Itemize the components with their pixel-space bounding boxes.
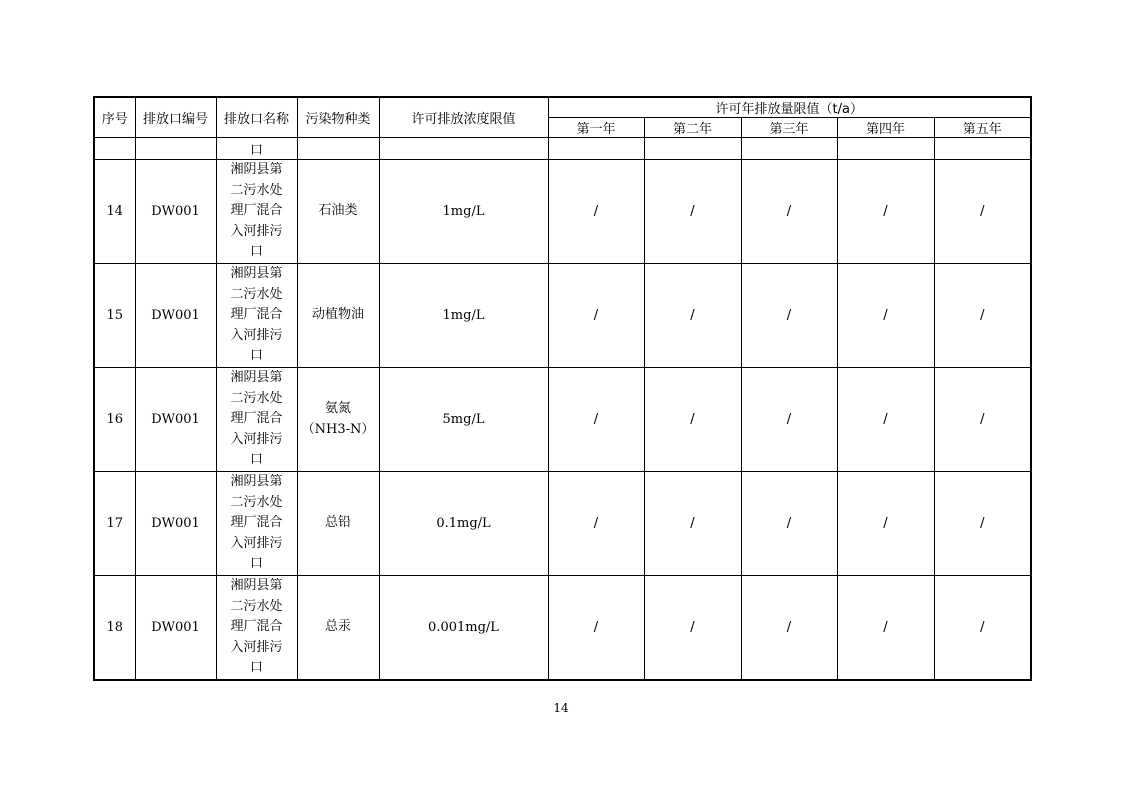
table-cell	[135, 138, 216, 160]
outlet-code-cell: DW001	[135, 368, 216, 472]
year-1-cell: /	[548, 160, 644, 264]
table-cell	[934, 138, 1031, 160]
header-year-4: 第四年	[837, 118, 934, 138]
table-cell	[837, 138, 934, 160]
outlet-name-cell	[216, 264, 297, 368]
pollutant-line: 氨氮	[324, 400, 351, 416]
table-cell	[741, 138, 837, 160]
pollutant-line: 总铅	[324, 515, 351, 531]
outlet-name-line: 湘阴县第	[230, 162, 283, 178]
outlet-name-line: 入河排污	[230, 223, 283, 239]
table-cell	[548, 138, 644, 160]
year-2-cell: /	[644, 264, 741, 368]
outlet-name-line: 口	[249, 556, 263, 572]
outlet-code-cell: DW001	[135, 160, 216, 264]
seq-cell: 17	[94, 472, 135, 576]
outlet-name-line: 湘阴县第	[230, 578, 283, 594]
header-year-1: 第一年	[548, 118, 644, 138]
outlet-name-cell	[216, 472, 297, 576]
concentration-cell: 0.001mg/L	[379, 576, 548, 681]
header-outlet-code: 排放口编号	[135, 97, 216, 138]
outlet-name-line: 理厂混合	[230, 307, 283, 323]
outlet-name-line: 二污水处	[230, 286, 283, 302]
table-row	[94, 472, 1031, 576]
outlet-name-line: 二污水处	[230, 598, 283, 614]
year-1-cell: /	[548, 368, 644, 472]
outlet-name-cell: 口	[216, 138, 297, 160]
pollutant-line: 总汞	[324, 619, 351, 635]
outlet-name-line: 湘阴县第	[230, 370, 283, 386]
year-5-cell: /	[934, 368, 1031, 472]
pollutant-cell	[297, 264, 379, 368]
year-2-cell: /	[644, 160, 741, 264]
year-4-cell: /	[837, 472, 934, 576]
header-year-2: 第二年	[644, 118, 741, 138]
concentration-cell: 1mg/L	[379, 160, 548, 264]
year-5-cell: /	[934, 264, 1031, 368]
year-1-cell: /	[548, 472, 644, 576]
page-number: 14	[553, 701, 569, 715]
outlet-name-line: 二污水处	[230, 390, 283, 406]
table-row	[94, 368, 1031, 472]
year-4-cell: /	[837, 576, 934, 681]
outlet-name-line: 理厂混合	[230, 619, 283, 635]
concentration-cell: 0.1mg/L	[379, 472, 548, 576]
seq-cell: 16	[94, 368, 135, 472]
pollutant-line: 动植物油	[311, 307, 364, 323]
year-3-cell: /	[741, 264, 837, 368]
header-outlet-name: 排放口名称	[216, 97, 297, 138]
header-seq: 序号	[94, 97, 135, 138]
outlet-name-line: 口	[249, 452, 263, 468]
header-year-3: 第三年	[741, 118, 837, 138]
header-row-1	[94, 97, 1031, 118]
outlet-code-cell: DW001	[135, 576, 216, 681]
header-pollutant: 污染物种类	[297, 97, 379, 138]
concentration-cell: 5mg/L	[379, 368, 548, 472]
table-cell	[644, 138, 741, 160]
outlet-name-line: 理厂混合	[230, 515, 283, 531]
outlet-name-cell	[216, 368, 297, 472]
year-3-cell: /	[741, 472, 837, 576]
table-cell	[94, 138, 135, 160]
year-3-cell: /	[741, 160, 837, 264]
year-1-cell: /	[548, 264, 644, 368]
header-concentration: 许可排放浓度限值	[379, 97, 548, 138]
table-row	[94, 160, 1031, 264]
outlet-name-line: 湘阴县第	[230, 474, 283, 490]
outlet-name-line: 入河排污	[230, 431, 283, 447]
year-3-cell: /	[741, 368, 837, 472]
pollutant-cell	[297, 160, 379, 264]
outlet-name-line: 二污水处	[230, 494, 283, 510]
year-1-cell: /	[548, 576, 644, 681]
outlet-code-cell: DW001	[135, 472, 216, 576]
pollutant-cell	[297, 368, 379, 472]
pollutant-cell	[297, 576, 379, 681]
year-4-cell: /	[837, 160, 934, 264]
concentration-cell: 1mg/L	[379, 264, 548, 368]
outlet-name-line: 入河排污	[230, 535, 283, 551]
year-2-cell: /	[644, 368, 741, 472]
pollutant-line: 石油类	[318, 203, 358, 219]
table-cell	[379, 138, 548, 160]
year-4-cell: /	[837, 264, 934, 368]
year-5-cell: /	[934, 472, 1031, 576]
year-2-cell: /	[644, 576, 741, 681]
outlet-name-line: 入河排污	[230, 639, 283, 655]
outlet-name-line: 入河排污	[230, 327, 283, 343]
seq-cell: 15	[94, 264, 135, 368]
year-5-cell: /	[934, 576, 1031, 681]
header-annual-limit: 许可年排放量限值（t/a）	[548, 97, 1031, 118]
year-4-cell: /	[837, 368, 934, 472]
seq-cell: 14	[94, 160, 135, 264]
seq-cell: 18	[94, 576, 135, 681]
outlet-name-line: 口	[249, 244, 263, 260]
pollutant-line: （NH3-N）	[301, 421, 375, 437]
outlet-code-cell: DW001	[135, 264, 216, 368]
table-cell	[297, 138, 379, 160]
table-row	[94, 264, 1031, 368]
outlet-name-line: 口	[249, 348, 263, 364]
year-3-cell: /	[741, 576, 837, 681]
year-2-cell: /	[644, 472, 741, 576]
outlet-name-cell	[216, 160, 297, 264]
header-year-5: 第五年	[934, 118, 1031, 138]
continuation-row	[94, 138, 1031, 160]
outlet-name-line: 理厂混合	[230, 411, 283, 427]
outlet-name-line: 理厂混合	[230, 203, 283, 219]
outlet-name-line: 口	[249, 660, 263, 676]
year-5-cell: /	[934, 160, 1031, 264]
outlet-name-line: 湘阴县第	[230, 266, 283, 282]
emission-permit-table	[93, 96, 1032, 681]
pollutant-cell	[297, 472, 379, 576]
table-row	[94, 576, 1031, 681]
outlet-name-line: 二污水处	[230, 182, 283, 198]
outlet-name-cell	[216, 576, 297, 681]
